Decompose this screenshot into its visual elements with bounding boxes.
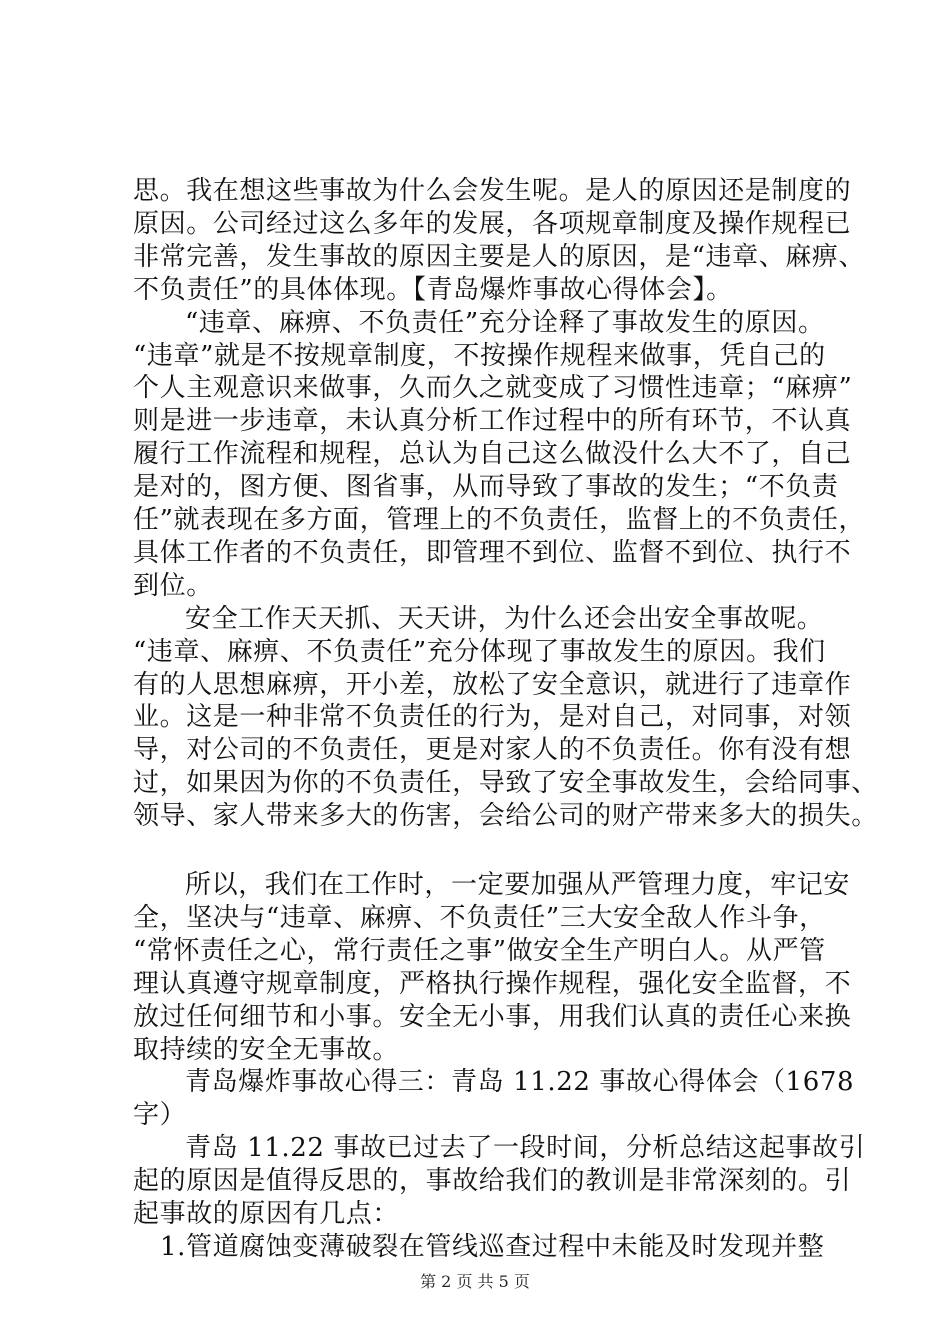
body-line: 原因。公司经过这么多年的发展，各项规章制度及操作规程已 — [133, 209, 852, 239]
body-line: 任”就表现在多方面，管理上的不负责任，监督上的不负责任， — [133, 505, 866, 535]
body-line: 所以，我们在工作时，一定要加强从严管理力度，牢记安 — [185, 870, 851, 900]
body-line: 1.管道腐蚀变薄破裂在管线巡查过程中未能及时发现并整 — [160, 1232, 825, 1262]
body-line: “违章、麻痹、不负责任”充分诠释了事故发生的原因。 — [185, 308, 825, 338]
body-line: 青岛 11.22 事故已过去了一段时间，分析总结这起事故引 — [185, 1133, 866, 1163]
body-line: 个人主观意识来做事，久而久之就变成了习惯性违章；“麻痹” — [133, 373, 853, 403]
body-line: 业。这是一种非常不负责任的行为，是对自己，对同事，对领 — [133, 702, 852, 732]
body-line: 是对的，图方便、图省事，从而导致了事故的发生；“不负责 — [133, 472, 839, 502]
body-line: “违章、麻痹、不负责任”充分体现了事故发生的原因。我们 — [133, 637, 826, 667]
body-line: 导，对公司的不负责任，更是对家人的不负责任。你有没有想 — [133, 735, 852, 765]
body-line: 履行工作流程和规程，总认为自己这么做没什么大不了，自己 — [133, 439, 852, 469]
body-line: 不负责任”的具体体现。【青岛爆炸事故心得体会】。 — [133, 275, 733, 305]
body-line: “常怀责任之心，常行责任之事”做安全生产明白人。从严管 — [133, 936, 826, 966]
body-line: 非常完善，发生事故的原因主要是人的原因，是“违章、麻痹、 — [133, 242, 866, 272]
body-line: 领导、家人带来多大的伤害，会给公司的财产带来多大的损失。 — [133, 801, 878, 831]
body-line: 起的原因是值得反思的，事故给我们的教训是非常深刻的。引 — [133, 1166, 852, 1196]
page-footer: 第 2 页 共 5 页 — [420, 1272, 530, 1291]
section-heading: 青岛爆炸事故心得三：青岛 11.22 事故心得体会（1678 — [185, 1067, 855, 1097]
body-line: 全，坚决与“违章、麻痹、不负责任”三大安全敌人作斗争， — [133, 903, 826, 933]
body-line: 起事故的原因有几点： — [133, 1199, 400, 1229]
body-line: “违章”就是不按规章制度，不按操作规程来做事，凭自己的 — [133, 341, 826, 371]
section-heading: 字） — [133, 1100, 187, 1130]
body-line: 理认真遵守规章制度，严格执行操作规程，强化安全监督，不 — [133, 969, 852, 999]
body-line: 具体工作者的不负责任，即管理不到位、监督不到位、执行不 — [133, 538, 852, 568]
body-line: 到位。 — [133, 571, 213, 601]
body-line: 取持续的安全无事故。 — [133, 1035, 400, 1065]
body-line: 则是进一步违章，未认真分析工作过程中的所有环节，不认真 — [133, 406, 852, 436]
body-line: 有的人思想麻痹，开小差，放松了安全意识，就进行了违章作 — [133, 670, 852, 700]
body-line: 过，如果因为你的不负责任，导致了安全事故发生，会给同事、 — [133, 768, 878, 798]
body-line: 安全工作天天抓、天天讲，为什么还会出安全事故呢。 — [185, 604, 824, 634]
body-line: 思。我在想这些事故为什么会发生呢。是人的原因还是制度的 — [133, 176, 852, 206]
body-line: 放过任何细节和小事。安全无小事，用我们认真的责任心来换 — [133, 1002, 852, 1032]
